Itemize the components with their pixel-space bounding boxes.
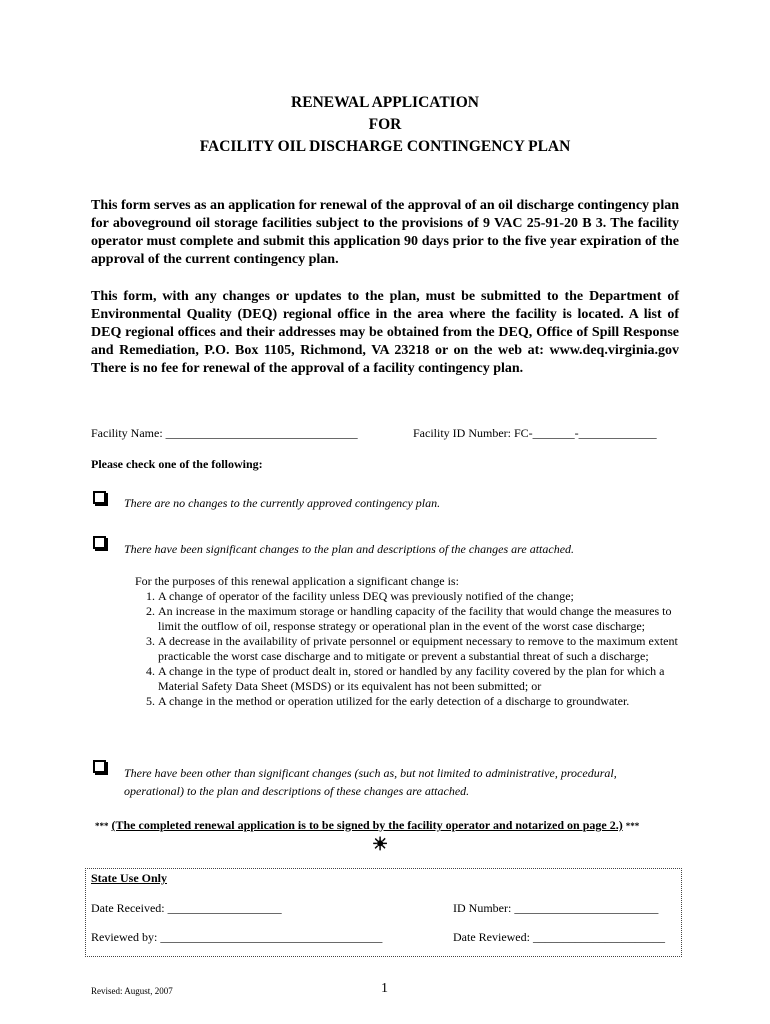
significant-change-definition (135, 574, 680, 709)
id-number-field[interactable]: ID Number: ________________________ (453, 901, 659, 915)
list-item: 5. A change in the method or operation utilized for the early detection of a discharge to groundwater. (158, 694, 680, 709)
no-changes-checkbox[interactable] (93, 491, 106, 504)
other-changes-label-line-1: There have been other than significant changes (such as, but not limited to administrative, procedural, (124, 766, 617, 780)
check-prompt: Please check one of the following: (91, 457, 263, 471)
stars-left: *** (95, 821, 109, 831)
state-use-heading: State Use Only (91, 871, 167, 885)
date-reviewed-field[interactable]: Date Reviewed: ______________________ (453, 930, 665, 944)
facility-id-field[interactable]: Facility ID Number: FC-_______-_____________ (413, 426, 657, 440)
date-received-field[interactable]: Date Received: ___________________ (91, 901, 282, 915)
significant-changes-label: There have been significant changes to the plan and descriptions of the changes are attached. (124, 542, 575, 556)
definition-lead: For the purposes of this renewal application a significant change is: (135, 574, 459, 588)
title-line-1: RENEWAL APPLICATION (291, 94, 479, 111)
signature-notice (95, 818, 639, 833)
list-item: 1. A change of operator of the facility unless DEQ was previously notified of the change; (158, 589, 680, 604)
title-line-2: FOR (368, 116, 402, 133)
intro-paragraph-2: This form, with any changes or updates to the plan, must be submitted to the Department of Environmental Quality (DEQ) regional office in the area where the facility is located. A list of DEQ regional offices and their addresses may be obtained from the DEQ, Office of Spill Response and Remediation, P.O. Box 1105, Richmond, VA 23218 or on the web at: www.deq.virginia.gov There is no fee for renewal of the approval of a facility contingency plan. (91, 289, 679, 376)
other-changes-checkbox[interactable] (93, 760, 106, 773)
list-item: 2. An increase in the maximum storage or handling capacity of the facility that would change the measures to limit the outflow of oil, response strategy or operational plan in the event of the worst case discharge; (158, 604, 680, 634)
revision-date: Revised: August, 2007 (91, 986, 173, 996)
list-item: 3. A decrease in the availability of private personnel or equipment necessary to remove to the maximum extent practicable the worst case discharge and to mitigate or prevent a substantial threat of such a discharge; (158, 634, 680, 664)
facility-name-field[interactable]: Facility Name: ________________________________ (91, 426, 358, 440)
sun-icon: ☀ (372, 834, 389, 854)
reviewed-by-field[interactable]: Reviewed by: _____________________________________ (91, 930, 383, 944)
title-line-3: FACILITY OIL DISCHARGE CONTINGENCY PLAN (199, 138, 571, 155)
signature-notice-text: (The completed renewal application is to be signed by the facility operator and notarized on page 2.) (111, 818, 623, 832)
other-changes-label-line-2: operational) to the plan and descriptions of these changes are attached. (124, 784, 470, 798)
significant-changes-checkbox[interactable] (93, 536, 106, 549)
no-changes-label: There are no changes to the currently approved contingency plan. (124, 496, 441, 510)
intro-paragraph-1: This form serves as an application for renewal of the approval of an oil discharge contingency plan for aboveground oil storage facilities subject to the provisions of 9 VAC 25-91-20 B 3. The facility operator must complete and submit this application 90 days prior to the five year expiration of the approval of the current contingency plan. (91, 198, 680, 267)
significant-change-list (135, 589, 680, 709)
stars-right: *** (625, 821, 640, 831)
page-number: 1 (381, 981, 388, 996)
list-item: 4. A change in the type of product dealt in, stored or handled by any facility covered by the plan for which a Material Safety Data Sheet (MSDS) or its equivalent has not been submitted; or (158, 664, 680, 694)
